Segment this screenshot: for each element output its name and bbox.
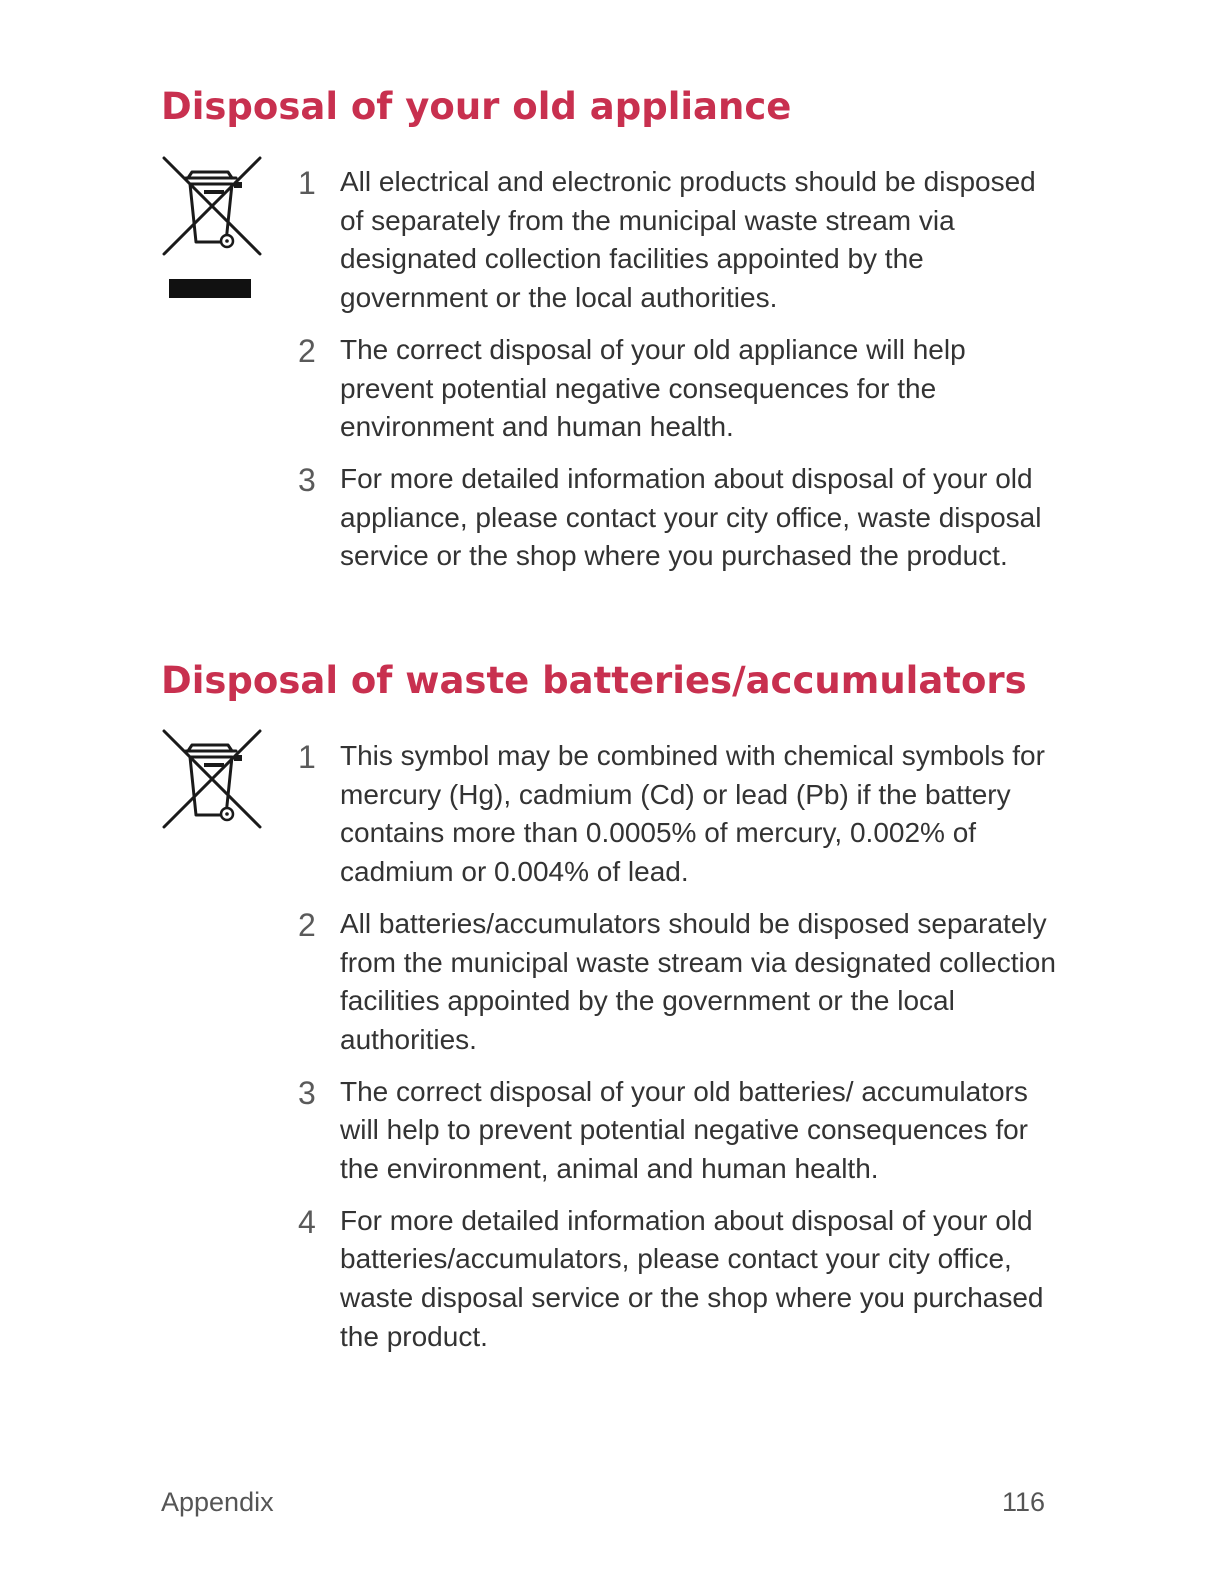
list-item [298, 1073, 1058, 1189]
footer-section-label: Appendix [161, 1487, 274, 1517]
list-item [298, 905, 1058, 1060]
list-item [298, 331, 1058, 447]
appliance-disposal-list [298, 163, 1058, 589]
crossed-out-wheeled-bin-icon [160, 154, 264, 300]
item-text: The correct disposal of your old batteries/ accumulators will help to prevent potential negative consequences for the environment, animal and human health. [340, 1075, 1028, 1185]
section-title-batteries: Disposal of waste batteries/accumulators [161, 659, 1027, 702]
list-item [298, 1202, 1058, 1357]
section-title-appliance: Disposal of your old appliance [161, 85, 792, 128]
crossed-out-wheeled-bin-icon [160, 727, 264, 835]
list-item [298, 460, 1058, 576]
item-number: 2 [298, 332, 316, 369]
item-number: 1 [298, 165, 316, 201]
page-number: 116 [1001, 1487, 1045, 1517]
batteries-disposal-list [298, 737, 1058, 1370]
item-number: 3 [298, 461, 316, 498]
item-text: For more detailed information about disposal of your old batteries/accumulators, please contact your city office, waste disposal service or the shop where you purchased the product. [340, 1204, 1044, 1352]
item-number: 1 [298, 739, 316, 775]
item-text: The correct disposal of your old appliance will help prevent potential negative consequences for the environment and human health. [340, 333, 966, 443]
item-number: 3 [298, 1074, 316, 1111]
item-text: All electrical and electronic products should be disposed of separately from the municipal waste stream via designated collection facilities appointed by the government or the local authorities. [340, 166, 1036, 314]
item-text: This symbol may be combined with chemical symbols for mercury (Hg), cadmium (Cd) or lead (Pb) if the battery contains more than 0.0005% of mercury, 0.002% of cadmium or 0.004% of lead. [340, 740, 1045, 888]
list-item [298, 163, 1058, 318]
list-item [298, 737, 1058, 892]
item-number: 2 [298, 906, 316, 943]
item-text: For more detailed information about disposal of your old appliance, please contact your city office, waste disposal service or the shop where you purchased the product. [340, 462, 1042, 572]
item-number: 4 [298, 1203, 316, 1240]
item-text: All batteries/accumulators should be disposed separately from the municipal waste stream via designated collection facilities appointed by the government or the local authorities. [340, 907, 1056, 1055]
